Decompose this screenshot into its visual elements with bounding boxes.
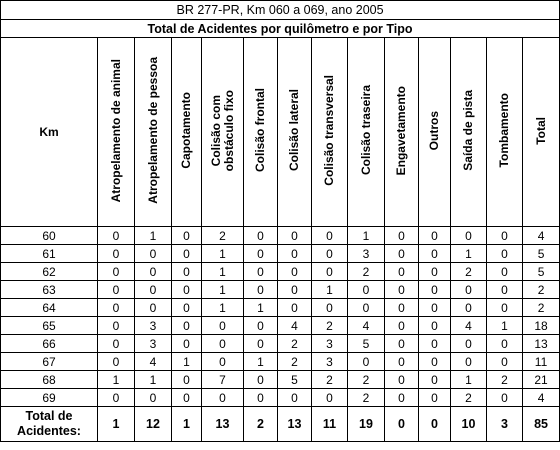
subtitle-row <box>1 20 560 38</box>
total-cell: 0 <box>419 407 451 442</box>
value-cell: 0 <box>244 371 278 389</box>
value-cell: 18 <box>523 317 560 335</box>
value-cell: 1 <box>135 227 172 245</box>
column-header <box>98 38 135 227</box>
totals-label: Total de Acidentes: <box>1 407 98 442</box>
value-cell: 0 <box>278 281 312 299</box>
value-cell: 0 <box>385 281 419 299</box>
value-cell: 0 <box>451 299 487 317</box>
value-cell: 0 <box>419 245 451 263</box>
km-cell: 62 <box>1 263 98 281</box>
value-cell: 0 <box>419 227 451 245</box>
total-cell: 19 <box>348 407 385 442</box>
column-header-label: Colisão lateral <box>287 89 301 172</box>
value-cell: 0 <box>487 389 523 407</box>
total-cell: 13 <box>278 407 312 442</box>
total-cell: 13 <box>202 407 244 442</box>
value-cell: 4 <box>451 317 487 335</box>
total-cell: 1 <box>98 407 135 442</box>
value-cell: 1 <box>202 299 244 317</box>
km-cell: 69 <box>1 389 98 407</box>
column-header <box>385 38 419 227</box>
value-cell: 0 <box>419 389 451 407</box>
km-cell: 66 <box>1 335 98 353</box>
column-header-row <box>1 38 560 227</box>
value-cell: 0 <box>98 263 135 281</box>
value-cell: 5 <box>523 263 560 281</box>
total-cell: 2 <box>244 407 278 442</box>
value-cell: 0 <box>487 335 523 353</box>
title-row <box>1 1 560 20</box>
value-cell: 2 <box>451 263 487 281</box>
value-cell: 0 <box>451 281 487 299</box>
value-cell: 5 <box>523 245 560 263</box>
value-cell: 0 <box>98 353 135 371</box>
column-header-label: Engavetamento <box>394 85 408 176</box>
value-cell: 0 <box>385 227 419 245</box>
value-cell: 0 <box>98 317 135 335</box>
km-cell: 61 <box>1 245 98 263</box>
value-cell: 2 <box>278 353 312 371</box>
value-cell: 0 <box>244 317 278 335</box>
value-cell: 0 <box>385 335 419 353</box>
total-cell: 10 <box>451 407 487 442</box>
column-header <box>312 38 348 227</box>
total-cell: 3 <box>487 407 523 442</box>
value-cell: 0 <box>419 317 451 335</box>
table-row <box>1 245 560 263</box>
value-cell: 0 <box>244 263 278 281</box>
column-header-label: Capotamento <box>179 92 193 169</box>
value-cell: 0 <box>419 299 451 317</box>
value-cell: 0 <box>244 281 278 299</box>
table-row <box>1 299 560 317</box>
value-cell: 0 <box>202 317 244 335</box>
value-cell: 2 <box>523 281 560 299</box>
value-cell: 1 <box>451 371 487 389</box>
value-cell: 1 <box>244 299 278 317</box>
value-cell: 0 <box>278 245 312 263</box>
table-row <box>1 335 560 353</box>
column-header-label: Tombamento <box>497 93 511 168</box>
table-title: BR 277-PR, Km 060 a 069, ano 2005 <box>1 1 560 20</box>
km-cell: 63 <box>1 281 98 299</box>
value-cell: 0 <box>172 299 202 317</box>
value-cell: 1 <box>202 281 244 299</box>
value-cell: 2 <box>278 335 312 353</box>
value-cell: 0 <box>98 299 135 317</box>
value-cell: 0 <box>278 389 312 407</box>
value-cell: 0 <box>312 299 348 317</box>
column-header <box>487 38 523 227</box>
value-cell: 0 <box>172 317 202 335</box>
value-cell: 0 <box>385 353 419 371</box>
value-cell: 1 <box>202 263 244 281</box>
value-cell: 1 <box>172 353 202 371</box>
value-cell: 0 <box>278 263 312 281</box>
km-column-header: Km <box>1 38 98 227</box>
value-cell: 0 <box>172 389 202 407</box>
value-cell: 0 <box>487 227 523 245</box>
value-cell: 3 <box>135 335 172 353</box>
value-cell: 0 <box>202 335 244 353</box>
total-cell: 12 <box>135 407 172 442</box>
value-cell: 1 <box>244 353 278 371</box>
total-cell: 11 <box>312 407 348 442</box>
value-cell: 0 <box>135 263 172 281</box>
value-cell: 4 <box>348 317 385 335</box>
column-header <box>172 38 202 227</box>
value-cell: 1 <box>487 317 523 335</box>
value-cell: 0 <box>348 281 385 299</box>
value-cell: 0 <box>385 263 419 281</box>
value-cell: 0 <box>312 245 348 263</box>
total-cell: 1 <box>172 407 202 442</box>
value-cell: 0 <box>487 353 523 371</box>
value-cell: 0 <box>419 371 451 389</box>
value-cell: 0 <box>385 245 419 263</box>
value-cell: 5 <box>278 371 312 389</box>
column-header <box>278 38 312 227</box>
value-cell: 1 <box>98 371 135 389</box>
km-cell: 64 <box>1 299 98 317</box>
value-cell: 2 <box>348 263 385 281</box>
value-cell: 0 <box>135 281 172 299</box>
column-header <box>202 38 244 227</box>
table-row <box>1 281 560 299</box>
table-row <box>1 389 560 407</box>
column-header <box>451 38 487 227</box>
column-header-label: Colisão transversal <box>322 75 336 186</box>
column-header-label: Atropelamento de animal <box>108 58 123 203</box>
value-cell: 0 <box>98 281 135 299</box>
value-cell: 0 <box>385 371 419 389</box>
value-cell: 0 <box>487 263 523 281</box>
value-cell: 0 <box>278 299 312 317</box>
column-header-label: Colisão com obstáculo fixo <box>208 89 236 172</box>
value-cell: 0 <box>244 245 278 263</box>
value-cell: 2 <box>348 371 385 389</box>
value-cell: 0 <box>312 389 348 407</box>
column-header-label: Colisão frontal <box>253 88 267 173</box>
value-cell: 0 <box>172 335 202 353</box>
column-header-label: Total <box>533 116 548 145</box>
value-cell: 4 <box>135 353 172 371</box>
column-header-label: Saída de pista <box>461 90 475 171</box>
value-cell: 3 <box>135 317 172 335</box>
km-cell: 68 <box>1 371 98 389</box>
value-cell: 2 <box>487 371 523 389</box>
value-cell: 0 <box>348 353 385 371</box>
value-cell: 0 <box>487 281 523 299</box>
value-cell: 3 <box>348 245 385 263</box>
value-cell: 0 <box>487 299 523 317</box>
table-row <box>1 227 560 245</box>
value-cell: 0 <box>135 299 172 317</box>
value-cell: 1 <box>202 245 244 263</box>
value-cell: 0 <box>98 389 135 407</box>
value-cell: 3 <box>312 353 348 371</box>
value-cell: 21 <box>523 371 560 389</box>
value-cell: 0 <box>172 227 202 245</box>
value-cell: 0 <box>244 389 278 407</box>
value-cell: 0 <box>385 317 419 335</box>
totals-row <box>1 407 560 442</box>
table-subtitle: Total de Acidentes por quilômetro e por Tipo <box>1 20 560 38</box>
value-cell: 0 <box>451 335 487 353</box>
value-cell: 0 <box>135 389 172 407</box>
value-cell: 0 <box>419 263 451 281</box>
value-cell: 0 <box>172 281 202 299</box>
km-cell: 67 <box>1 353 98 371</box>
value-cell: 0 <box>348 299 385 317</box>
value-cell: 4 <box>278 317 312 335</box>
value-cell: 5 <box>348 335 385 353</box>
value-cell: 2 <box>312 371 348 389</box>
value-cell: 0 <box>202 353 244 371</box>
table-row <box>1 317 560 335</box>
column-header-label: Colisão traseira <box>358 85 373 176</box>
km-cell: 60 <box>1 227 98 245</box>
value-cell: 0 <box>451 227 487 245</box>
value-cell: 0 <box>202 389 244 407</box>
value-cell: 0 <box>244 335 278 353</box>
value-cell: 0 <box>419 281 451 299</box>
value-cell: 0 <box>451 353 487 371</box>
total-cell: 85 <box>523 407 560 442</box>
value-cell: 0 <box>135 245 172 263</box>
km-cell: 65 <box>1 317 98 335</box>
value-cell: 4 <box>523 227 560 245</box>
value-cell: 1 <box>451 245 487 263</box>
value-cell: 0 <box>172 263 202 281</box>
value-cell: 1 <box>348 227 385 245</box>
value-cell: 0 <box>172 371 202 389</box>
value-cell: 2 <box>348 389 385 407</box>
value-cell: 2 <box>312 317 348 335</box>
column-header <box>348 38 385 227</box>
value-cell: 2 <box>202 227 244 245</box>
table-row <box>1 371 560 389</box>
value-cell: 4 <box>523 389 560 407</box>
column-header <box>135 38 172 227</box>
value-cell: 0 <box>98 335 135 353</box>
table-row <box>1 263 560 281</box>
value-cell: 3 <box>312 335 348 353</box>
column-header-label: Atropelamento de pessoa <box>145 57 160 204</box>
value-cell: 0 <box>419 335 451 353</box>
value-cell: 0 <box>98 245 135 263</box>
value-cell: 0 <box>385 299 419 317</box>
value-cell: 0 <box>487 245 523 263</box>
column-header <box>419 38 451 227</box>
value-cell: 0 <box>312 263 348 281</box>
value-cell: 2 <box>523 299 560 317</box>
column-header <box>244 38 278 227</box>
column-header <box>523 38 560 227</box>
value-cell: 0 <box>172 245 202 263</box>
value-cell: 13 <box>523 335 560 353</box>
value-cell: 11 <box>523 353 560 371</box>
value-cell: 0 <box>98 227 135 245</box>
total-cell: 0 <box>385 407 419 442</box>
value-cell: 7 <box>202 371 244 389</box>
column-header-label: Outros <box>427 110 441 151</box>
value-cell: 0 <box>419 353 451 371</box>
table-row <box>1 353 560 371</box>
value-cell: 0 <box>312 227 348 245</box>
value-cell: 0 <box>278 227 312 245</box>
value-cell: 2 <box>451 389 487 407</box>
value-cell: 1 <box>312 281 348 299</box>
value-cell: 1 <box>135 371 172 389</box>
value-cell: 0 <box>244 227 278 245</box>
value-cell: 0 <box>385 389 419 407</box>
